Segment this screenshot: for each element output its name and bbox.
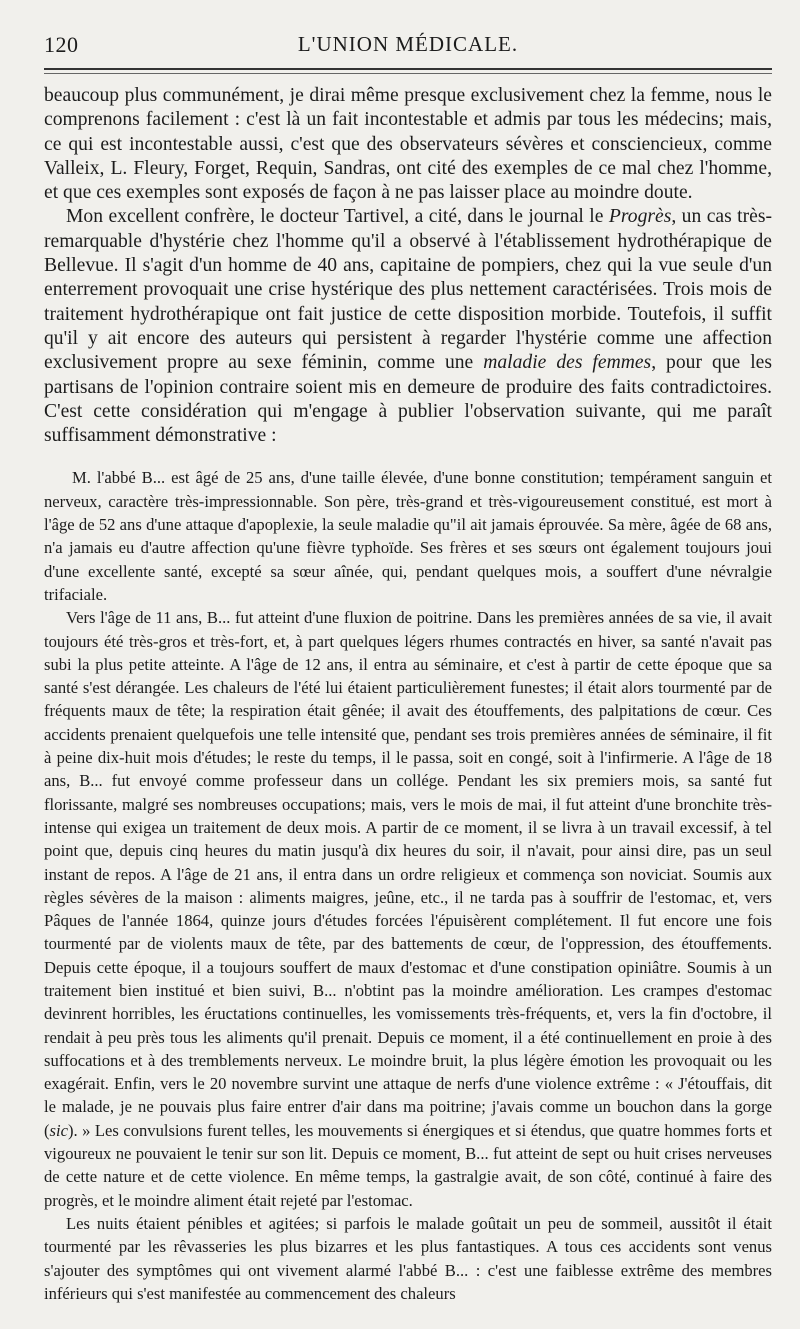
observation-paragraph-2-part-c: ). » Les convulsions furent telles, les mouvements si énergiques et si étendus, que quatre hommes forts et vigoureux ne pouvaient le tenir sur son lit. Depuis ce moment, B... fut atteint de sept ou huit crises nerveuses de cette nature et de cette violence. En même temps, la gastralgie avait, de son côté, continué à faire des progrès, et le moindre aliment était rejeté par l'estomac. bbox=[44, 1120, 772, 1210]
observation-paragraph-2-part-a: Vers l'âge de 11 ans, B... fut atteint d'une fluxion de poitrine. Dans les premières années de sa vie, il avait toujours été très-gros et très-fort, et, à part quelques légers rhumes contractés en hiver, sa santé n'avait pas subi la plus petite atteinte. A l'âge de 12 ans, il entra au séminaire, et c'est à partir de cette époque que sa santé s'est dérangée. Les chaleurs de l'été lui étaient particulièrement funestes; il était alors tourmenté par de fréquents maux de tête; la respiration était gênée; il avait des étouffements, des palpitations de cœur. Ces accidents prenaient quelquefois une telle intensité que, pendant ses trois premières années de séminaire, il fit à peine dix-huit mois d'études; le reste du temps, il le passa, soit en congé, soit à l'infirmerie. A l'âge de 18 ans, B... fut envoyé comme professeur dans un collége. Pendant les six premiers mois, sa santé fut florissante, malgré ses nombreuses occupations; mais, vers le mois de mai, il fut atteint d'une bronchite très-intense qui exigea un traitement de deux mois. A partir de ce moment, il se livra à un travail excessif, à tel point que, depuis cinq heures du matin jusqu'à dix heures du soir, il n'avait, pour ainsi dire, pas un seul instant de repos. A l'âge de 21 ans, il entra dans un ordre religieux et commença son noviciat. Soumis aux règles sévères de la maison : aliments maigres, jeûne, etc., il ne tarda pas à souffrir de l'estomac, et, vers Pâques de l'année 1864, quinze jours d'études forcées l'épuisèrent complétement. Il fut encore une fois tourmenté par de violents maux de tête, par des battements de cœur, de l'oppression, des étouffements. Depuis cette époque, il a toujours souffert de maux d'estomac et d'une constipation opiniâtre. Soumis à un traitement bien institué et bien suivi, B... n'obtint pas la moindre amélioration. Les crampes d'estomac devinrent horribles, les éructations continuelles, les vomissements très-fréquents, et, vers la fin d'octobre, il rendait à peu près tous les aliments qu'il prenait. Depuis ce moment, il a été continuellement en proie à des suffocations et à des tremblements nerveux. Le moindre bruit, la plus légère émotion les provoquait ou les exagérait. Enfin, vers le 20 novembre survint une attaque de nerfs d'une violence extrême : « J'étouffais, dit le malade, je ne pouvais plus faire entrer d'air dans ma poitrine; j'avais comme un bouchon dans la gorge ( bbox=[44, 608, 772, 1140]
observation-paragraph-1: M. l'abbé B... est âgé de 25 ans, d'une taille élevée, d'une bonne constitution; tempérament sanguin et nerveux, caractère très-impressionnable. Son père, très-grand et très-vigoureusement constitué, est mort à l'âge de 52 ans d'une attaque d'apoplexie, la seule maladie qu"il ait jamais éprouvée. Sa mère, âgée de 68 ans, n'a jamais eu d'autre affection qu'une fièvre typhoïde. Ses frères et ses sœurs ont également toujours joui d'une excellente santé, excepté sa sœur aînée, qui, pendant quelques mois, a souffert d'une névralgie trifaciale. bbox=[44, 468, 772, 604]
emphasis-maladie-des-femmes: maladie des femmes bbox=[483, 352, 652, 374]
intro-text bbox=[44, 84, 772, 448]
intro-paragraph-2-part-a: Mon excellent confrère, le docteur Tartivel, a cité, dans le journal le bbox=[66, 206, 609, 228]
sic-annotation: sic bbox=[49, 1120, 68, 1140]
observation-text bbox=[44, 466, 772, 1305]
intro-paragraph-2 bbox=[44, 205, 772, 448]
header-rule bbox=[44, 68, 772, 70]
page-header bbox=[44, 24, 772, 64]
page-number: 120 bbox=[44, 32, 79, 57]
observation-paragraph-2 bbox=[44, 606, 772, 1212]
header-rule-thin bbox=[44, 73, 772, 74]
running-title: L'UNION MÉDICALE. bbox=[297, 32, 519, 56]
intro-paragraph-2-part-c: , un cas très-remarquable d'hystérie chez l'homme qu'il a observé à l'établissement hydrothérapique de Bellevue. Il s'agit d'un homme de 40 ans, capitaine de pompiers, chez qui la vue seule d'un enterrement provoquait une crise hystérique des plus nettement caractérisées. Trois mois de traitement hydrothérapique ont fait justice de cette disposition morbide. Toutefois, il suffit qu'il y ait encore des auteurs qui persistent à regarder l'hystérie comme une affection exclusivement propre au sexe féminin, comme une bbox=[44, 206, 772, 374]
intro-paragraph-2-part-e: , pour que les partisans de l'opinion contraire soient mis en demeure de produire des faits contradictoires. C'est cette considération qui m'engage à publier l'observation suivante, qui me paraît suffisamment démonstrative : bbox=[44, 352, 772, 447]
intro-paragraph-1: beaucoup plus communément, je dirai même presque exclusivement chez la femme, nous le comprenons facilement : c'est là un fait incontestable et admis par tous les médecins; mais, ce qui est incontestable aussi, c'est que des observateurs sévères et consciencieux, comme Valleix, L. Fleury, Forget, Requin, Sandras, ont cité des exemples de ce mal chez l'homme, et que ces exemples sont exposés de façon à ne pas laisser place au moindre doute. bbox=[44, 85, 772, 204]
journal-title: Progrès bbox=[608, 206, 672, 228]
observation-paragraph-3: Les nuits étaient pénibles et agitées; si parfois le malade goûtait un peu de sommeil, aussitôt il était tourmenté par les rêvasseries les plus bizarres et les plus fantastiques. A tous ces accidents sont venus s'ajouter des symptômes qui ont vivement alarmé l'abbé B... : c'est une faiblesse extrême des membres inférieurs qui s'est manifestée au commencement des chaleurs bbox=[44, 1213, 772, 1303]
